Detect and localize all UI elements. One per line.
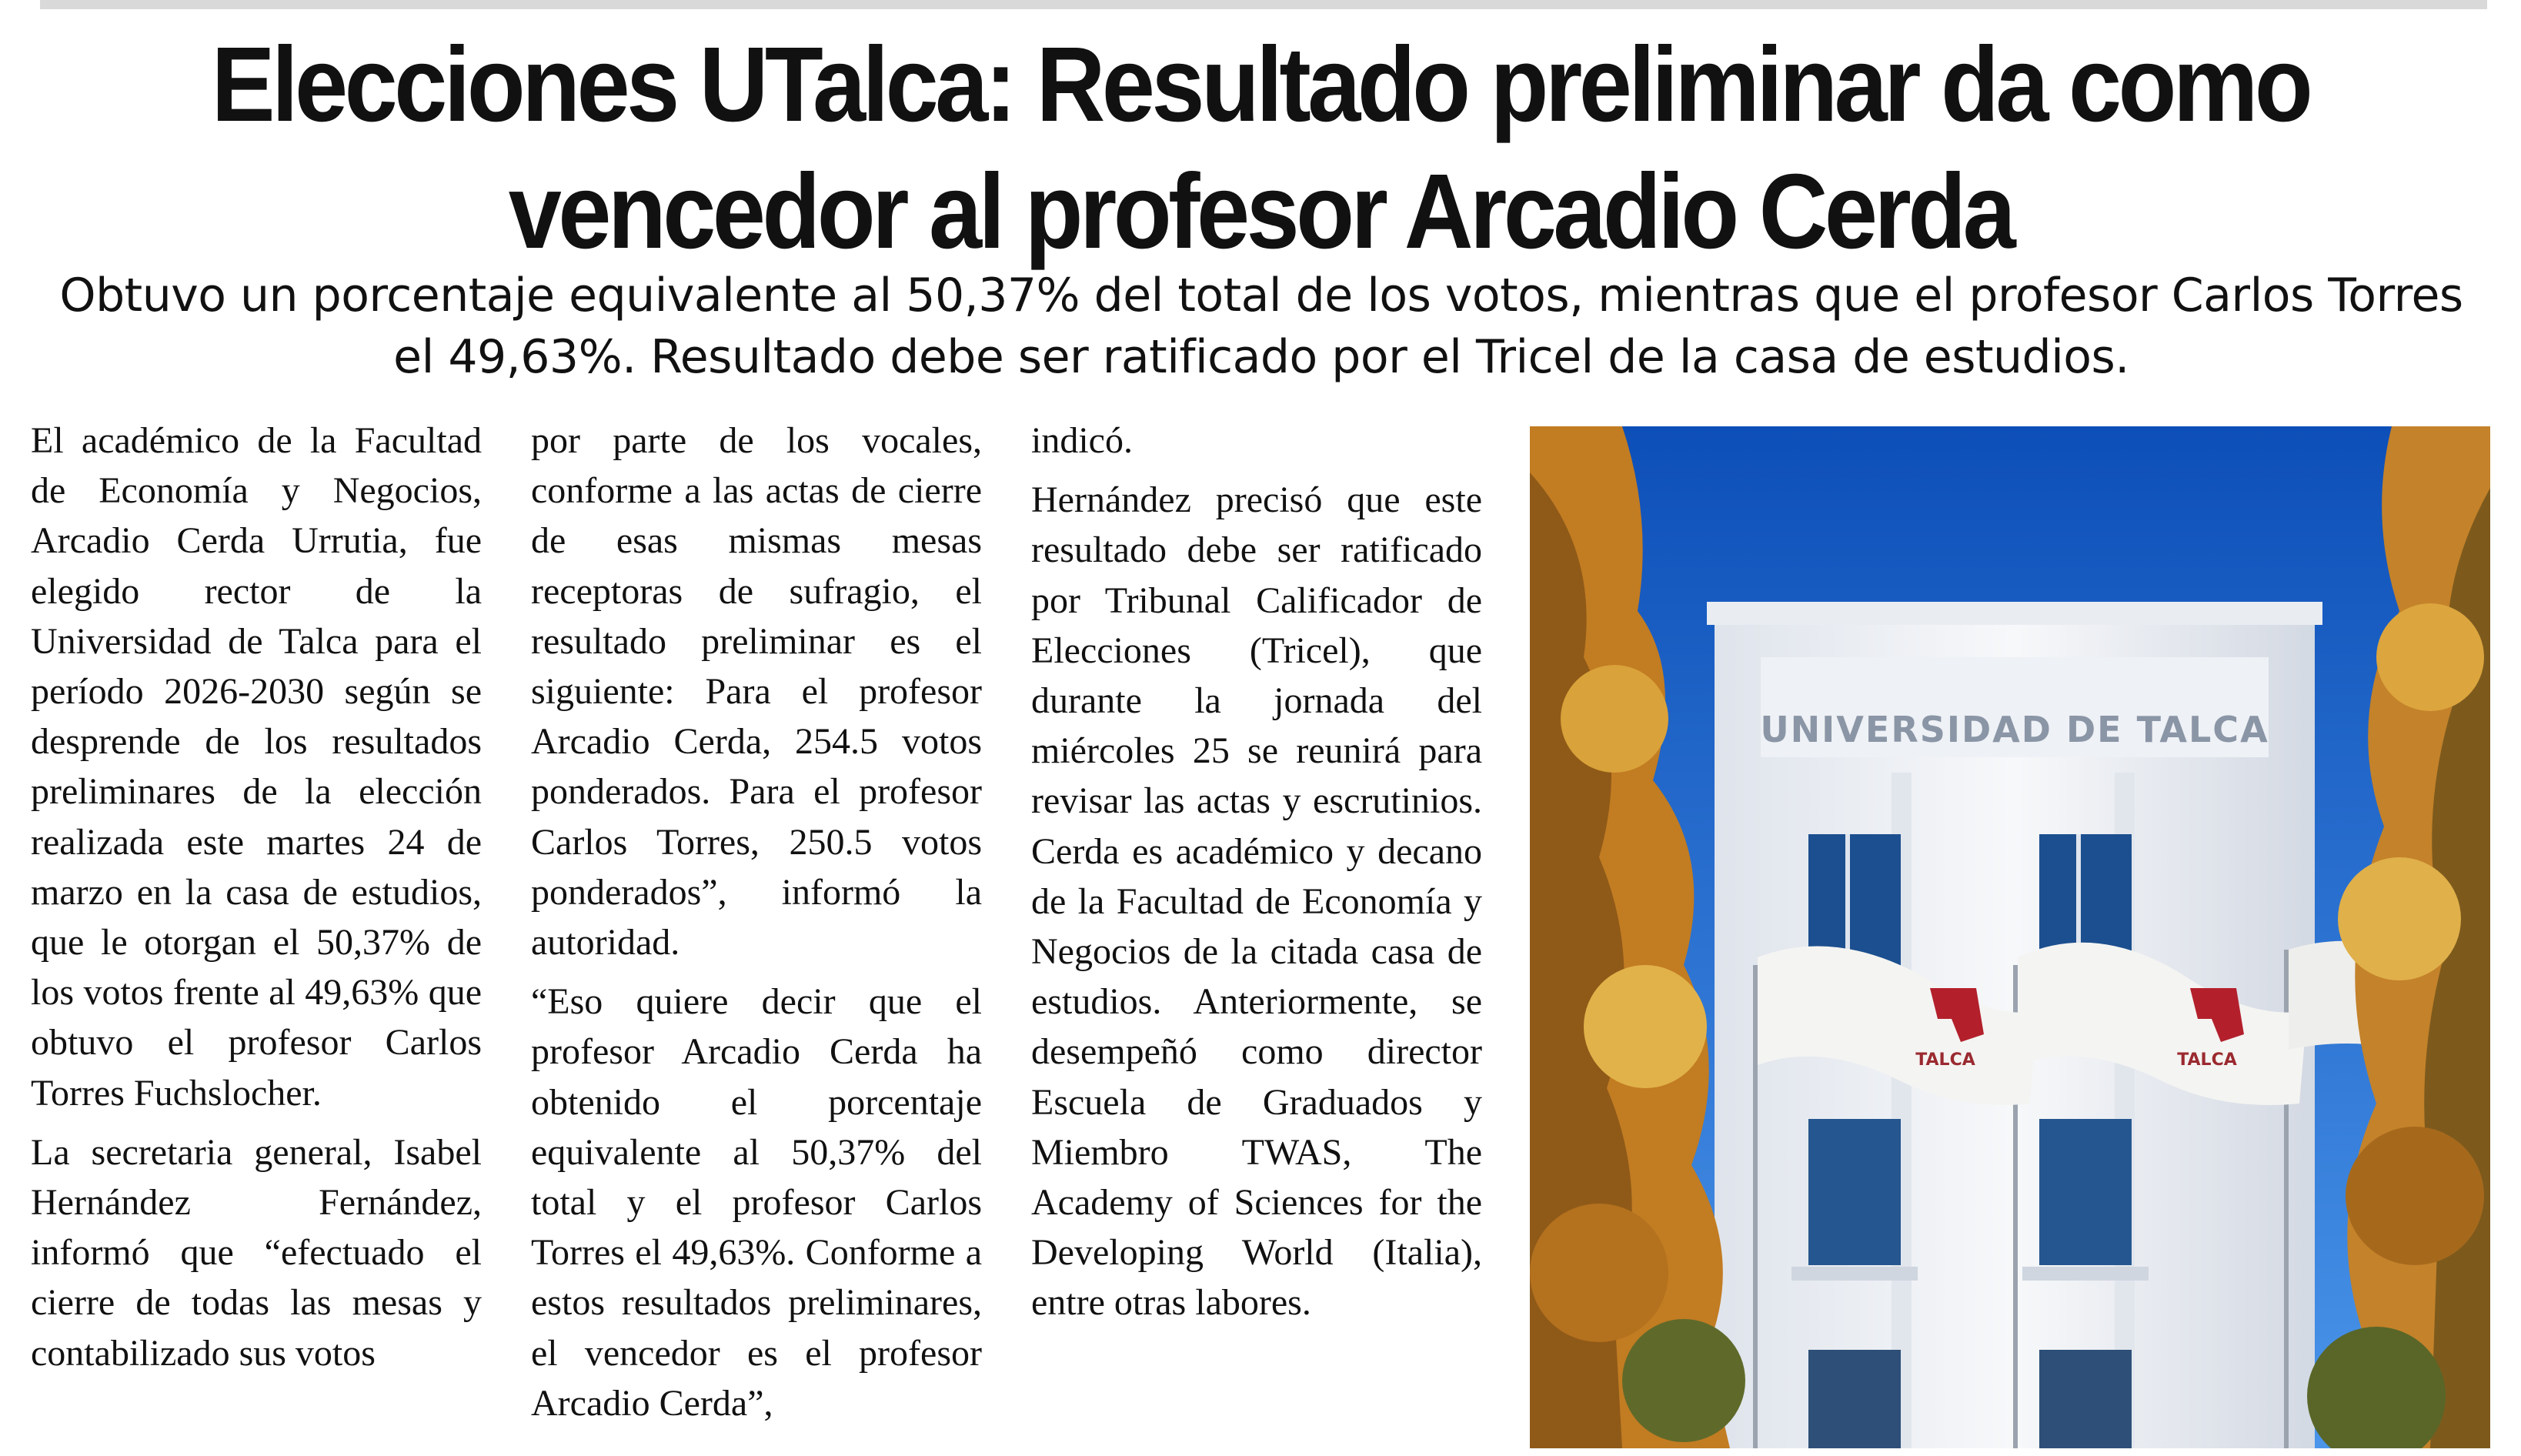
article-column-1 <box>31 416 482 1388</box>
flag-text: TALCA <box>1915 1050 1975 1070</box>
paragraph: Hernández precisó que este resultado debe ser ratificado por Tribunal Calificador de Elecciones (Tricel), que durante la jornada del miércoles 25 se reunirá para revisar las actas y escrutinios. Cerda es académico y decano de la Facultad de Economía y Negocios de la citada casa de estudios. Anteriormente, se desempeñó como director Escuela de Graduados y Miembro TWAS, The Academy of Sciences for the Developing World (Italia), entre otras labores. <box>1031 479 1482 1324</box>
paragraph: por parte de los vocales, conforme a las actas de cierre de esas mismas mesas receptoras de sufragio, el resultado preliminar es el siguiente: Para el profesor Arcadio Cerda, 254.5 votos ponderados. Para el profesor Carlos Torres, 250.5 votos ponderados”, informó la autoridad. <box>531 420 982 963</box>
top-rule <box>40 0 2487 9</box>
article-column-3 <box>1031 416 1482 1337</box>
paragraph: La secretaria general, Isabel Hernández Fernández, informó que “efectuado el cierre de todas las mesas y contabilizado sus votos <box>31 1131 482 1374</box>
facade-sign-text: UNIVERSIDAD DE TALCA <box>1760 709 2269 750</box>
university-building-photo <box>1530 426 2490 1448</box>
article-column-2 <box>531 416 982 1438</box>
article-subheadline: Obtuvo un porcentaje equivalente al 50,37% del total de los votos, mientras que el profesor Carlos Torres el 49,63%. Resultado debe ser ratificado por el Tricel de la casa de estudios. <box>59 269 2463 384</box>
paragraph: “Eso quiere decir que el profesor Arcadio Cerda ha obtenido el porcentaje equivalente al 50,37% del total y el profesor Carlos Torres el 49,63%. Conforme a estos resultados preliminares, el vencedor es el profesor Arcadio Cerda”, <box>531 981 982 1424</box>
flag-text: TALCA <box>2177 1050 2237 1070</box>
article-headline: Elecciones UTalca: Resultado preliminar da como vencedor al profesor Arcadio Cerda <box>211 25 2310 271</box>
paragraph: indicó. <box>1031 420 1133 461</box>
paragraph: El académico de la Facultad de Economía y Negocios, Arcadio Cerda Urrutia, fue elegido rector de la Universidad de Talca para el período 2026-2030 según se desprende de los resultados preliminares de la elección realizada este martes 24 de marzo en la casa de estudios, que le otorgan el 50,37% de los votos frente al 49,63% que obtuvo el profesor Carlos Torres Fuchslocher. <box>31 420 482 1114</box>
